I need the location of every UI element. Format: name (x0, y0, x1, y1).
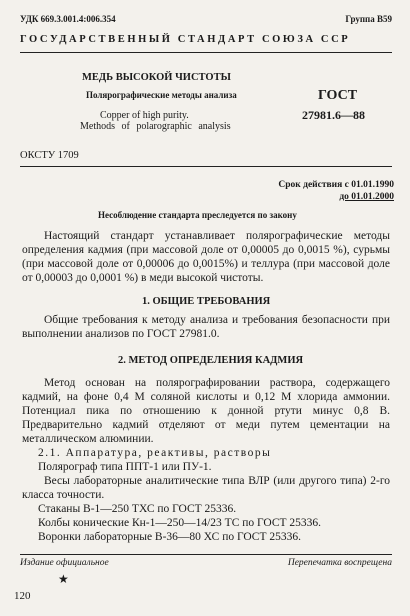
section2-heading: 2. МЕТОД ОПРЕДЕЛЕНИЯ КАДМИЯ (118, 355, 304, 366)
gost-number: 27981.6—88 (302, 108, 365, 122)
okstu-code: ОКСТУ 1709 (20, 150, 79, 161)
law-notice: Несоблюдение стандарта преследуется по закону (98, 210, 297, 220)
validity-start: Срок действия с 01.01.1990 (278, 180, 394, 190)
title-en-line1: Copper of high purity. (100, 110, 189, 121)
footer-reprint: Перепечатка воспрещена (287, 558, 392, 568)
list-item: Воронки лабораторные В-36—80 ХС по ГОСТ 25336. (38, 531, 301, 543)
footer-rule (20, 554, 392, 555)
list-item: Весы лабораторные аналитические типа ВЛР (или другого типа) 2-го класса точности. (22, 475, 390, 501)
title-en-line2: Methods of polarographic analysis (80, 121, 231, 132)
group-code: Группа В59 (345, 14, 392, 24)
list-item: Стаканы В-1—250 ТХС по ГОСТ 25336. (38, 503, 237, 515)
intro-paragraph: Настоящий стандарт устанавливает полярографические методы определения кадмия (при массовой доле от 0,00005 до 0,0015 %), сурьмы (при массовой доле от 0,00006 до 0,0015%) и теллура (при массовой доле от 0,00003 до 0,0001 %) в меди высокой чистоты. (22, 230, 390, 284)
header-rule (20, 52, 392, 53)
list-item: Колбы конические Кн-1—250—14/23 ТС по ГОСТ 25336. (38, 517, 322, 529)
okstu-rule (20, 166, 392, 167)
section1-heading: 1. ОБЩИЕ ТРЕБОВАНИЯ (142, 296, 271, 307)
title-ru-sub: Полярографические методы анализа (86, 90, 237, 100)
org-title: ГОСУДАРСТВЕННЫЙ СТАНДАРТ СОЮЗА ССР (20, 34, 351, 45)
gost-label: ГОСТ (318, 88, 358, 103)
section2-1-heading: 2.1. Аппаратура, реактивы, растворы (38, 447, 272, 459)
star-icon: ★ (58, 572, 69, 586)
validity-end: до 01.01.2000 (339, 192, 394, 202)
list-item: Полярограф типа ППТ-1 или ПУ-1. (38, 461, 212, 473)
footer-official: Издание официальное (20, 558, 109, 568)
title-ru-main: МЕДЬ ВЫСОКОЙ ЧИСТОТЫ (82, 72, 231, 83)
page-number: 120 (14, 590, 31, 602)
udk-code: УДК 669.3.001.4:006.354 (20, 14, 116, 24)
section2-text: Метод основан на полярографировании раствора, содержащего кадмий, на фоне 0,4 М соляной кислоты и 0,12 М хлорида аммонии. Потенциал пика по отношению к донной ртути минус 0,8 В. Предварительно кадмий отделяют от меди путем цементации на металлическом алюминии. (22, 377, 390, 445)
section1-text: Общие требования к методу анализа и требования безопасности при выполнении анализов по ГОСТ 27981.0. (22, 314, 390, 340)
